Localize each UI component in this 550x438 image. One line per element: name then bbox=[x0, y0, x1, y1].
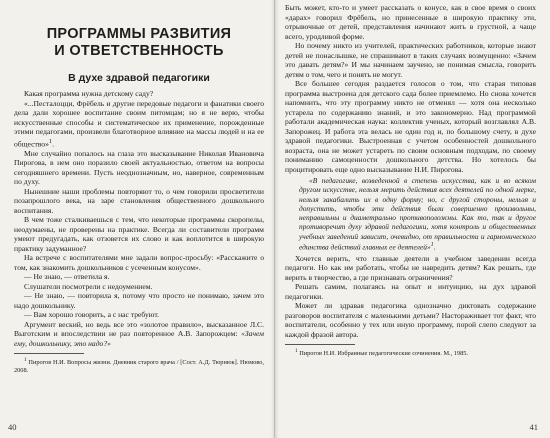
chapter-title-line2: И ОТВЕТСТВЕННОСТЬ bbox=[54, 43, 224, 59]
page-number-right: 41 bbox=[529, 422, 538, 432]
left-paragraph-2-text: «...Песталоцци, Фрёбель и другие передовые педагоги и фанатики своего дела дали хорошее воспитание своим питомцам; но я не верю, чтобы искусственные способы и систематическое их применение, порожденные этими педагогами, произвели благотворное влияние на массы людей и на ее общество» bbox=[14, 98, 264, 149]
quote-footnote-ref: 1 bbox=[430, 242, 434, 249]
left-paragraph-7: — Не знаю, — ответила я. bbox=[24, 272, 110, 282]
footnote-divider bbox=[14, 353, 84, 354]
pirogov-quote-text: «В педагогике, возведенной в степень искусства, как и во всяком другом искусстве, нельзя мерить действия всех деятелей по одной мерке, нельзя закабалить их в одну форму; но, с другой стороны, нельзя и допустить, чтобы эти действия были совершенно произвольны, неправильны и диаметрально противоположны. Как то, так и другое противоречит духу здравой педагогики, хотя контроль и общественных учебных заведений зависит, очевидно, от правильности и гармонического единства действий главных ее деятелей» bbox=[299, 176, 536, 252]
left-paragraph-2: «...Песталоцци, Фрёбель и другие передовые педагоги и фанатики своего дела дали хорошее воспитание своим питомцам; но я не верю, чтобы искусственные способы и систематическое их применение, порожденные этими педагогами, произвели благотворное влияние на массы людей и на ее общество»$^1$. bbox=[14, 98, 264, 149]
left-paragraph-10: — Вам хорошо говорить, а с нас требуют. bbox=[24, 310, 159, 320]
right-paragraph-2: Но почему никто из учителей, практических работников, которые знают детей не понаслышке, не спрашивают в таких случаях возмущенно: «Зачем это давать детям?» И мы начинаем заучено, не понимая смысла, говорить детям о том, чего и понять не могут. bbox=[285, 41, 536, 79]
left-paragraph-11-italic: «Зачем ему, дошкольнику, это надо?» bbox=[14, 329, 264, 348]
left-footnote bbox=[14, 356, 264, 375]
left-paragraph-5: В чем тоже сталкиваешься с тем, что некоторые программы скоропелы, неодумаены, не проверены на практике. Всегда ли составители программ умеют предугадать, как отзовется их слово и как воплотится в широкую практику задуманное? bbox=[14, 215, 264, 253]
left-paragraph-1: Какая программа нужна детскому саду? bbox=[24, 89, 154, 98]
left-paragraph-11-text: Аргумент веский, но ведь все это «золотое правило», высказанное Л.С. Выготским и впоследствии не раз повторенное А.В. Запорожцем: bbox=[14, 319, 264, 339]
left-paragraph-8: Слушатели посмотрели с недоумением. bbox=[24, 281, 153, 291]
left-paragraph-3: Мне случайно попалось на глаза это высказывание Николая Ивановича Пирогова, в нем оно поразило своей актуальностью, ответом на вопросы сегодняшнего времени. Пусть неоднозначным, но, наверное, современным по духу. bbox=[14, 148, 264, 187]
footnote-marker: 1 bbox=[295, 348, 298, 355]
left-paragraph-4: Нынешние наши проблемы повторяют то, о чем говорили просветители позапрошлого века, на заре становления общественного дошкольного воспитания. bbox=[14, 186, 264, 215]
page-number-left: 40 bbox=[8, 422, 17, 432]
left-paragraph-9: — Не знаю, — повторила я, потому что просто не понимаю, зачем это надо дошкольнику. bbox=[14, 291, 264, 310]
right-paragraph-4: Хочется верить, что главные деятели в учебном заведении всегда педагоги. Но как им работать, чтобы не навредить детям? Как решать, где верить в творчество, а где признавать ограничения? bbox=[285, 253, 536, 282]
footnote-divider bbox=[285, 344, 355, 345]
left-paragraph-11 bbox=[14, 320, 264, 349]
right-paragraph-1: Быть может, кто-то и умеет рассказать о конусе, как в свое время о своих «дарах» говорил Фрёбель, но принесенные в широкую практику эти, отрывочные от детей, представления начинают жить в грустной, а чаще всего, уродливой форме. bbox=[285, 3, 536, 41]
chapter-title-line1: ПРОГРАММЫ РАЗВИТИЯ bbox=[46, 26, 232, 42]
left-paragraph-6: На встрече с воспитателями мне задали вопрос-просьбу: «Расскажите о том, как знакомить дошкольников с усеченным конусом». bbox=[14, 253, 264, 272]
chapter-title bbox=[14, 26, 264, 60]
footnote-marker: 1 bbox=[24, 357, 27, 364]
right-paragraph-3: Все большее сегодня раздается голосов о том, что старая типовая программа выстроена для детского сада более приемлемо. Но снова хочется напомнить, что эту программу никто не отменял — хотя она несколько устарела по содержанию знаний, и это закономерно. Над программой работали академическая наука: коллектив ученых, который возглавлял А.В. Запорожец. И работа эта велась не один год и, по большому счету, в духе здравой педагогики. Выстроенная с учетом особенностей дошкольного возраста, она не может устареть по своим основным подходам, по своему пониманию самоценности дошкольного детства. Но хотелось бы процитировать еще одно высказывание Н.И. Пирогова. bbox=[285, 79, 536, 174]
left-footnote-text: Пирогов Н.И. Вопросы жизни. Дневник старого врача / [Сост. А.Д. Тюрнюк]. Нюмово, 2008. bbox=[14, 359, 264, 375]
right-footnote-text: Пирогов Н.И. Избранные педагогические сочинения. М., 1985. bbox=[299, 350, 468, 358]
right-page bbox=[275, 0, 550, 438]
footnote-ref: 1 bbox=[48, 137, 53, 145]
right-paragraph-6: Может ли здравая педагогика однозначно диктовать содержание разговоров воспитателя с маленькими детьми? Настораживает тот факт, что воспитатели, особенно у тех или иную программу, порой слепо следуют за каждой фразой автора. bbox=[285, 301, 536, 339]
section-title: В духе здравой педагогики bbox=[68, 72, 210, 84]
right-footnote bbox=[285, 347, 536, 358]
right-paragraph-5: Решать самим, полагаясь на опыт и интуицию, на дух здравой педагогики. bbox=[285, 282, 536, 301]
pirogov-quote: «В педагогике, возведенной в степень искусства, как и во всяком другом искусстве, нельзя мерить действия всех деятелей по одной мерке, нельзя закабалить их в одну форму; но, с другой стороны, нельзя и допустить, чтобы эти действия были совершенно произвольны, неправильны и диаметрально противоположны. Как то, так и другое противоречит духу здравой педагогики, хотя контроль и общественных учебных заведений зависит, очевидно, от правильности и гармонического единства действий главных ее деятелей»$^1$. bbox=[299, 176, 536, 252]
